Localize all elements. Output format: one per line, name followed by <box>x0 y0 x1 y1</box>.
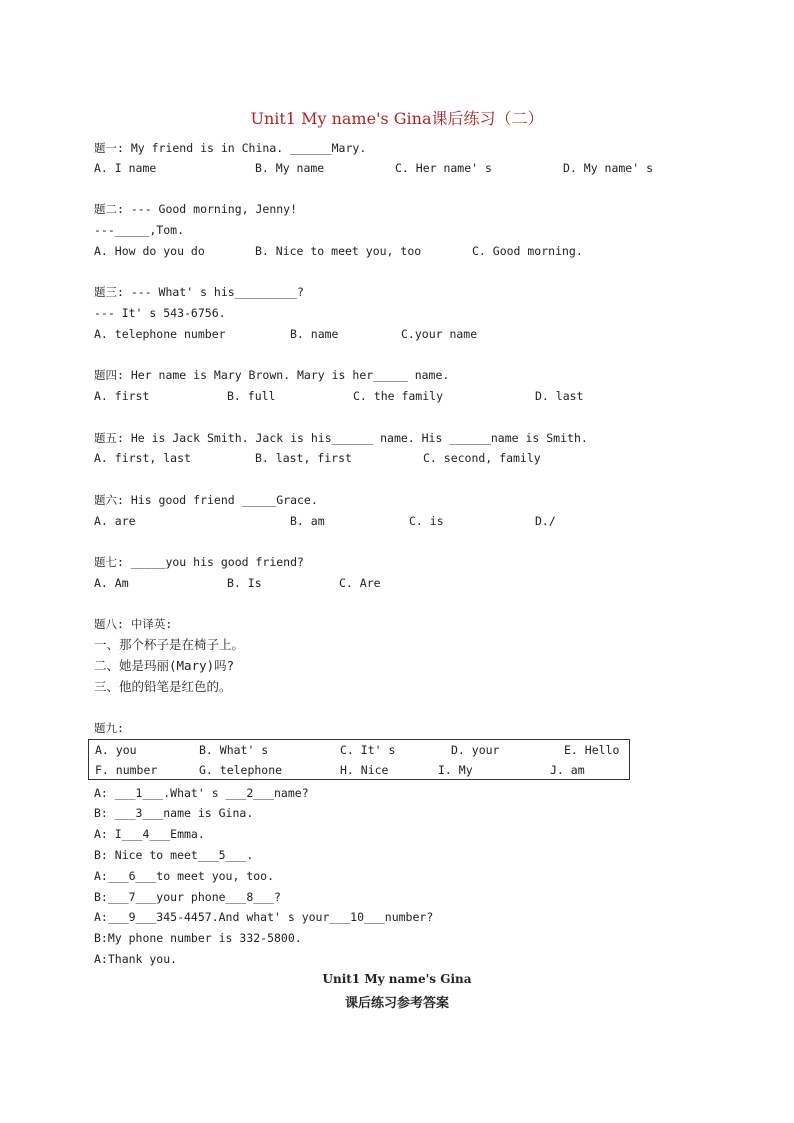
word-bank-item: E. Hello <box>564 743 620 757</box>
word-bank-item: G. telephone <box>199 763 283 777</box>
q4-option-d: D. last <box>535 389 584 403</box>
answer-heading-unit: Unit1 My name's Gina <box>322 972 472 986</box>
q4-option-b: B. full <box>227 389 276 403</box>
q2-stem: 题二: --- Good morning, Jenny! <box>94 202 298 216</box>
q3-stem: 题三: --- What' s his_________? <box>94 285 304 299</box>
q6-option-b: B. am <box>290 514 325 528</box>
dialog-line: B:___7___your phone___8___? <box>94 890 281 904</box>
q8-item-1: 一、那个杯子是在椅子上。 <box>94 637 245 652</box>
word-bank-item: I. My <box>438 763 473 777</box>
answer-heading-title: 课后练习参考答案 <box>344 996 449 1011</box>
q4-stem: 题四: Her name is Mary Brown. Mary is her_____ name. <box>94 368 450 382</box>
word-bank-item: H. Nice <box>340 763 389 777</box>
word-bank-item: A. you <box>95 743 137 757</box>
q1-stem: 题一: My friend is in China. ______Mary. <box>94 141 367 155</box>
q2-option-c: C. Good morning. <box>472 244 583 258</box>
q9-stem: 题九: <box>94 721 124 735</box>
q6-option-c: C. is <box>409 514 444 528</box>
q4-option-c: C. the family <box>353 389 444 403</box>
word-bank-box <box>88 739 630 780</box>
q1-option-d: D. My name' s <box>563 161 654 175</box>
word-bank-item: F. number <box>95 763 158 777</box>
q3-option-c: C.your name <box>401 327 478 341</box>
q7-stem: 题七: _____you his good friend? <box>94 555 304 569</box>
dialog-line: B:My phone number is 332-5800. <box>94 931 302 945</box>
q8-stem: 题八: 中译英: <box>94 617 173 631</box>
q1-option-b: B. My name <box>255 161 325 175</box>
q4-option-a: A. first <box>94 389 150 403</box>
q2-option-b: B. Nice to meet you, too <box>255 244 422 258</box>
q2-option-a: A. How do you do <box>94 244 205 258</box>
q7-option-b: B. Is <box>227 576 262 590</box>
q5-option-b: B. last, first <box>255 451 352 465</box>
q5-option-a: A. first, last <box>94 451 191 465</box>
page-title: Unit1 My name's Gina课后练习（二） <box>250 109 544 128</box>
q8-item-3: 三、他的铅笔是红色的。 <box>94 679 232 694</box>
dialog-line: B: Nice to meet___5___. <box>94 848 254 862</box>
word-bank-item: B. What' s <box>199 743 269 757</box>
q3-stem-reply: --- It' s 543-6756. <box>94 306 226 320</box>
dialog-line: A:___9___345-4457.And what' s your___10___number? <box>94 910 434 924</box>
q2-stem-reply: ---_____,Tom. <box>94 223 185 237</box>
q1-option-a: A. I name <box>94 161 157 175</box>
word-bank-item: D. your <box>451 743 500 757</box>
q8-item-2: 二、她是玛丽(Mary)吗? <box>94 658 235 673</box>
dialog-line: A: I___4___Emma. <box>94 827 205 841</box>
dialog-line: A:___6___to meet you, too. <box>94 869 275 883</box>
q5-option-c: C. second, family <box>423 451 541 465</box>
q7-option-c: C. Are <box>339 576 381 590</box>
q3-option-a: A. telephone number <box>94 327 226 341</box>
dialog-line: A:Thank you. <box>94 952 178 966</box>
q6-stem: 题六: His good friend _____Grace. <box>94 493 318 507</box>
word-bank-item: J. am <box>550 763 585 777</box>
dialog-line: A: ___1___.What' s ___2___name? <box>94 786 309 800</box>
q1-option-c: C. Her name' s <box>395 161 492 175</box>
word-bank-item: C. It' s <box>340 743 396 757</box>
q6-option-d: D./ <box>535 514 556 528</box>
q6-option-a: A. are <box>94 514 136 528</box>
dialog-line: B: ___3___name is Gina. <box>94 806 254 820</box>
q3-option-b: B. name <box>290 327 339 341</box>
q5-stem: 题五: He is Jack Smith. Jack is his______ name. His ______name is Smith. <box>94 431 588 445</box>
q7-option-a: A. Am <box>94 576 129 590</box>
